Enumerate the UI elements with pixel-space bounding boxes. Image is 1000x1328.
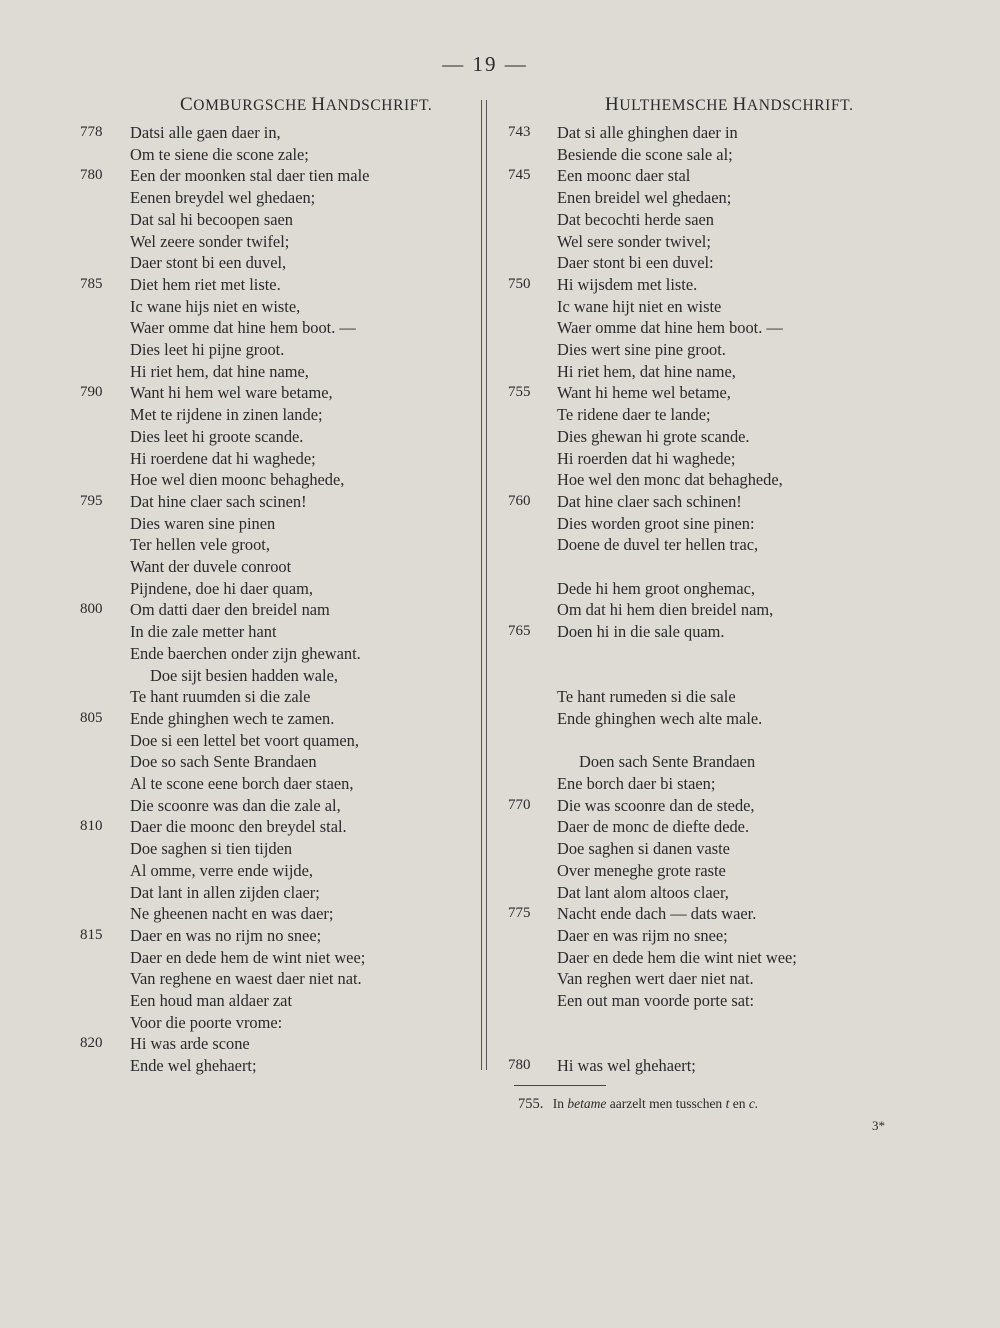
right-line-number: 760 xyxy=(508,492,531,509)
left-line-number: 785 xyxy=(80,275,103,292)
right-heading-text: HULTHEMSCHE HANDSCHRIFT. xyxy=(605,94,854,115)
left-line-number: 778 xyxy=(80,124,103,140)
left-verse-line: Pijndene, doe hi daer quam, xyxy=(130,578,313,598)
right-line-number: 745 xyxy=(508,167,531,184)
right-verse-line: Daer de monc de diefte dede. xyxy=(557,817,750,837)
right-verse-line: Doene de duvel ter hellen trac, xyxy=(557,535,759,555)
right-verse-line: Over meneghe grote raste xyxy=(557,860,726,880)
column-divider xyxy=(481,100,487,1070)
left-verse-line: Daer stont bi een duvel, xyxy=(130,253,287,273)
right-verse-line: Wel sere sonder twivel; xyxy=(557,231,711,251)
right-verse-line: Dies ghewan hi grote scande. xyxy=(557,426,750,446)
right-verse-line: Een moonc daer stal xyxy=(557,166,691,186)
left-verse-line: Want der duvele conroot xyxy=(130,557,292,576)
right-verse-line: Te hant rumeden si die sale xyxy=(557,687,736,707)
left-verse-line: Die scoonre was dan die zale al, xyxy=(130,795,341,815)
left-verse-line: Wel zeere sonder twifel; xyxy=(130,231,290,251)
left-verse-line: Daer die moonc den breydel stal. xyxy=(130,817,347,837)
left-line-number: 815 xyxy=(80,926,103,943)
right-verse-line: Hoe wel den monc dat behaghede, xyxy=(557,470,783,490)
left-verse-line: Want hi hem wel ware betame, xyxy=(130,383,333,403)
left-verse-line: Van reghene en waest daer niet nat. xyxy=(130,969,362,989)
right-verse-line: Dat hine claer sach schinen! xyxy=(557,491,742,511)
right-verse-line: Te ridene daer te lande; xyxy=(557,405,711,425)
right-verse-line: Doen sach Sente Brandaen xyxy=(579,752,756,772)
left-verse-line: Een houd man aldaer zat xyxy=(130,991,293,1010)
left-verse-line: Een der moonken stal daer tien male xyxy=(130,166,370,186)
footnote-rule xyxy=(514,1085,606,1086)
left-heading-text: COMBURGSCHE HANDSCHRIFT. xyxy=(180,94,433,115)
right-verse-line: Dede hi hem groot onghemac, xyxy=(557,578,755,598)
right-line-number: 770 xyxy=(508,796,531,813)
left-verse-line: Diet hem riet met liste. xyxy=(130,274,281,294)
right-verse-line: Die was scoonre dan de stede, xyxy=(557,795,755,815)
right-line-number: 743 xyxy=(508,124,531,140)
left-verse-line: Te hant ruumden si die zale xyxy=(130,687,311,707)
left-verse-line: Dies leet hi groote scande. xyxy=(130,426,304,446)
right-line-number: 775 xyxy=(508,905,531,922)
left-line-number: 805 xyxy=(80,709,103,726)
left-verse-line: Waer omme dat hine hem boot. — xyxy=(130,318,356,338)
left-verse-line: Eenen breydel wel ghedaen; xyxy=(130,188,316,208)
right-verse-line: Hi riet hem, dat hine name, xyxy=(557,361,736,381)
right-verse-line: Dies worden groot sine pinen: xyxy=(557,513,755,533)
right-verse-line: Van reghen wert daer niet nat. xyxy=(557,969,754,989)
footnote-text-pre: In xyxy=(552,1096,564,1111)
left-column-heading xyxy=(180,94,432,116)
left-verse-line: Ter hellen vele groot, xyxy=(130,535,270,555)
footnote-italic-t: t xyxy=(725,1096,730,1111)
left-verse-line: Daer en was no rijm no snee; xyxy=(130,925,322,945)
left-verse-line: Dat lant in allen zijden claer; xyxy=(130,882,320,902)
left-verse-line: Ende baerchen onder zijn ghewant. xyxy=(130,643,361,663)
left-verse-line: Doe so sach Sente Brandaen xyxy=(130,752,317,772)
right-verse-line: Hi wijsdem met liste. xyxy=(557,274,698,294)
left-verse-line: Ic wane hijs niet en wiste, xyxy=(130,296,301,316)
left-verse-line: Ne gheenen nacht en was daer; xyxy=(130,904,334,924)
right-verse-line: Dat becochti herde saen xyxy=(557,209,714,229)
right-verse-line: Hi roerden dat hi waghede; xyxy=(557,448,736,468)
left-line-number: 780 xyxy=(80,167,103,184)
right-verse-line: Een out man voorde porte sat: xyxy=(557,991,755,1010)
left-verse-line: Daer en dede hem de wint niet wee; xyxy=(130,947,366,967)
right-verse-line: Nacht ende dach — dats waer. xyxy=(557,904,757,924)
left-verse-line: Hi roerdene dat hi waghede; xyxy=(130,448,316,468)
left-verse-line: Met te rijdene in zinen lande; xyxy=(130,405,323,425)
right-verse-line: Dat si alle ghinghen daer in xyxy=(557,123,738,142)
right-verse-line: Ic wane hijt niet en wiste xyxy=(557,296,722,316)
left-verse-line: Al omme, verre ende wijde, xyxy=(130,860,313,880)
right-verse-line: Ene borch daer bi staen; xyxy=(557,774,716,793)
footnote-text-conj: en xyxy=(732,1096,746,1111)
left-verse-line: Ende ghinghen wech te zamen. xyxy=(130,708,335,728)
left-verse-line: Doe saghen si tien tijden xyxy=(130,839,293,859)
right-verse-line: Waer omme dat hine hem boot. — xyxy=(557,318,783,338)
right-column-heading xyxy=(605,94,854,116)
right-line-number: 755 xyxy=(508,384,531,401)
left-verse-line: Dies waren sine pinen xyxy=(130,513,276,533)
right-verse-line: Hi was wel ghehaert; xyxy=(557,1056,696,1076)
footnote-italic-c: c. xyxy=(748,1096,759,1111)
footnote-number: 755. xyxy=(518,1096,544,1112)
right-verse-line: Dat lant alom altoos claer, xyxy=(557,882,729,902)
left-verse-line: Datsi alle gaen daer in, xyxy=(130,123,281,142)
left-line-number: 820 xyxy=(80,1035,103,1052)
right-verse-line: Enen breidel wel ghedaen; xyxy=(557,188,732,208)
right-verse-line: Dies wert sine pine groot. xyxy=(557,340,726,359)
left-line-number: 810 xyxy=(80,818,103,835)
left-verse-line: Doe sijt besien hadden wale, xyxy=(150,665,338,685)
right-verse-line: Doen hi in die sale quam. xyxy=(557,622,725,642)
left-verse-line: Hi was arde scone xyxy=(130,1034,250,1054)
left-verse-line: Om te siene die scone zale; xyxy=(130,144,309,164)
left-verse-line: Dat hine claer sach scinen! xyxy=(130,491,307,511)
right-verse-line: Daer en was rijm no snee; xyxy=(557,925,728,945)
left-verse-line: Om datti daer den breidel nam xyxy=(130,600,330,620)
right-line-number: 750 xyxy=(508,275,531,292)
right-verse-line: Want hi heme wel betame, xyxy=(557,383,731,403)
left-verse-line: Doe si een lettel bet voort quamen, xyxy=(130,730,359,750)
left-verse-line: Dies leet hi pijne groot. xyxy=(130,340,285,359)
left-verse-line: Dat sal hi becoopen saen xyxy=(130,209,293,229)
right-verse-line: Ende ghinghen wech alte male. xyxy=(557,708,763,728)
left-verse-line: Hi riet hem, dat hine name, xyxy=(130,361,309,381)
footnote-italic-word: betame xyxy=(567,1096,607,1111)
left-verse-line: Voor die poorte vrome: xyxy=(130,1012,283,1032)
left-line-number: 795 xyxy=(80,492,103,509)
right-verse-line: Om dat hi hem dien breidel nam, xyxy=(557,600,774,620)
right-verse-line: Doe saghen si danen vaste xyxy=(557,839,730,859)
right-line-number: 765 xyxy=(508,623,531,640)
page-number: — 19 — xyxy=(442,52,528,76)
left-verse-line: Ende wel ghehaert; xyxy=(130,1056,257,1076)
left-line-number: 790 xyxy=(80,384,103,401)
footnote-text-mid: aarzelt men tusschen xyxy=(609,1096,723,1111)
right-line-number: 780 xyxy=(508,1057,531,1074)
left-verse-line: Hoe wel dien moonc behaghede, xyxy=(130,470,345,490)
right-verse-line: Besiende die scone sale al; xyxy=(557,144,733,164)
left-verse-line: Al te scone eene borch daer staen, xyxy=(130,774,354,793)
left-line-number: 800 xyxy=(80,601,103,618)
right-verse-line: Daer stont bi een duvel: xyxy=(557,253,714,273)
left-verse-line: In die zale metter hant xyxy=(130,622,277,642)
footnote xyxy=(518,1096,758,1113)
signature-mark: 3* xyxy=(872,1118,885,1133)
right-verse-line: Daer en dede hem die wint niet wee; xyxy=(557,947,797,967)
